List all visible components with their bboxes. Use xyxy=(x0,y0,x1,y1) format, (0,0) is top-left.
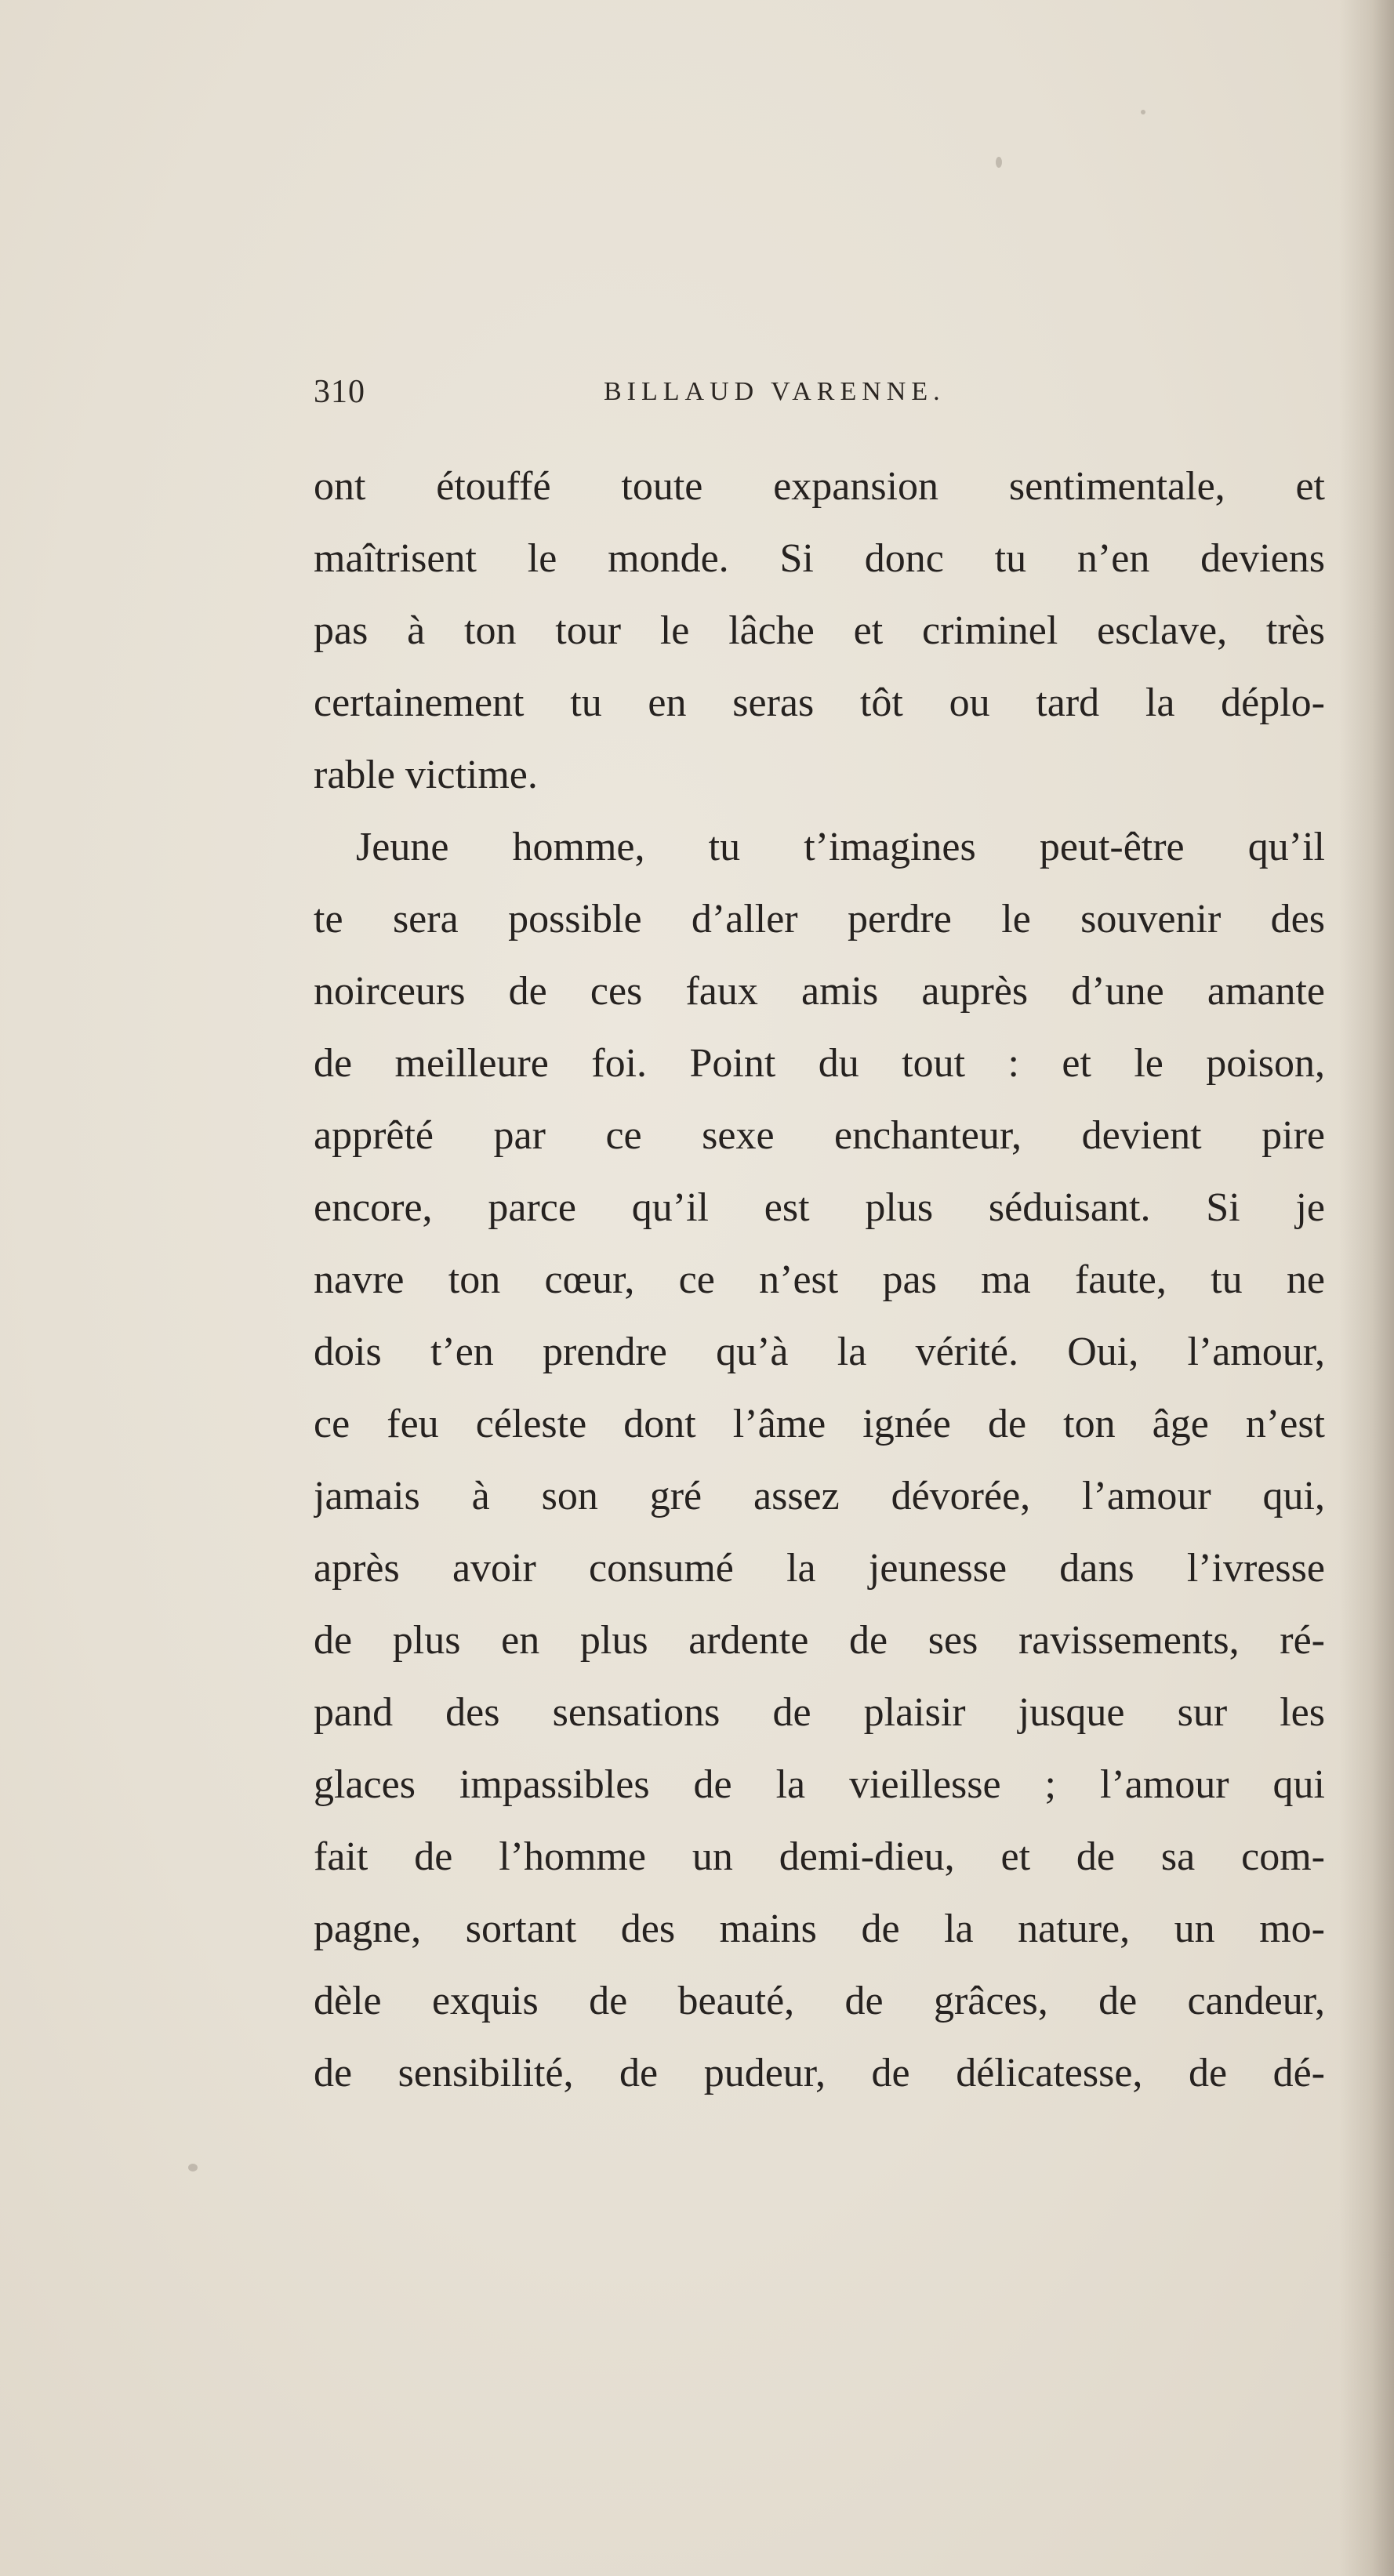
text-line: pagne, sortant des mains de la nature, un mo- xyxy=(314,1907,1325,1951)
text-line: pand des sensations de plaisir jusque sur les xyxy=(314,1690,1325,1735)
body-text xyxy=(314,451,1325,2110)
text-line: ont étouffé toute expansion sentimentale, et xyxy=(314,464,1325,509)
text-line: rable victime. xyxy=(314,753,538,797)
page-gutter-shadow xyxy=(1339,0,1394,2576)
text-line: certainement tu en seras tôt ou tard la déplo- xyxy=(314,680,1325,725)
running-head xyxy=(314,368,1325,415)
paper-speck xyxy=(188,2164,198,2171)
text-line: fait de l’homme un demi-dieu, et de sa com- xyxy=(314,1834,1325,1879)
page-number: 310 xyxy=(314,374,365,410)
text-line: pas à ton tour le lâche et criminel esclave, très xyxy=(314,608,1325,653)
text-line: ce feu céleste dont l’âme ignée de ton âge n’est xyxy=(314,1402,1325,1446)
text-line: dèle exquis de beauté, de grâces, de candeur, xyxy=(314,1979,1325,2023)
running-head-title: BILLAUD VARENNE. xyxy=(604,377,946,406)
text-line: glaces impassibles de la vieillesse ; l’amour qui xyxy=(314,1762,1325,1807)
text-line: de plus en plus ardente de ses ravissements, ré- xyxy=(314,1618,1325,1663)
text-line: dois t’en prendre qu’à la vérité. Oui, l’amour, xyxy=(314,1330,1325,1374)
text-line: après avoir consumé la jeunesse dans l’ivresse xyxy=(314,1546,1325,1591)
text-line: de meilleure foi. Point du tout : et le poison, xyxy=(314,1041,1325,1086)
text-line: apprêté par ce sexe enchanteur, devient pire xyxy=(314,1113,1325,1158)
paper-speck xyxy=(996,157,1002,168)
text-line: encore, parce qu’il est plus séduisant. Si je xyxy=(314,1185,1325,1230)
text-line: Jeune homme, tu t’imagines peut-être qu’il xyxy=(356,825,1325,869)
text-line: maîtrisent le monde. Si donc tu n’en deviens xyxy=(314,536,1325,581)
paper-speck xyxy=(1141,110,1145,114)
text-line: navre ton cœur, ce n’est pas ma faute, tu ne xyxy=(314,1257,1325,1302)
text-line: de sensibilité, de pudeur, de délicatesse, de dé- xyxy=(314,2051,1325,2095)
text-line: te sera possible d’aller perdre le souvenir des xyxy=(314,897,1325,942)
text-line: noirceurs de ces faux amis auprès d’une amante xyxy=(314,969,1325,1014)
text-line: jamais à son gré assez dévorée, l’amour qui, xyxy=(314,1474,1325,1518)
